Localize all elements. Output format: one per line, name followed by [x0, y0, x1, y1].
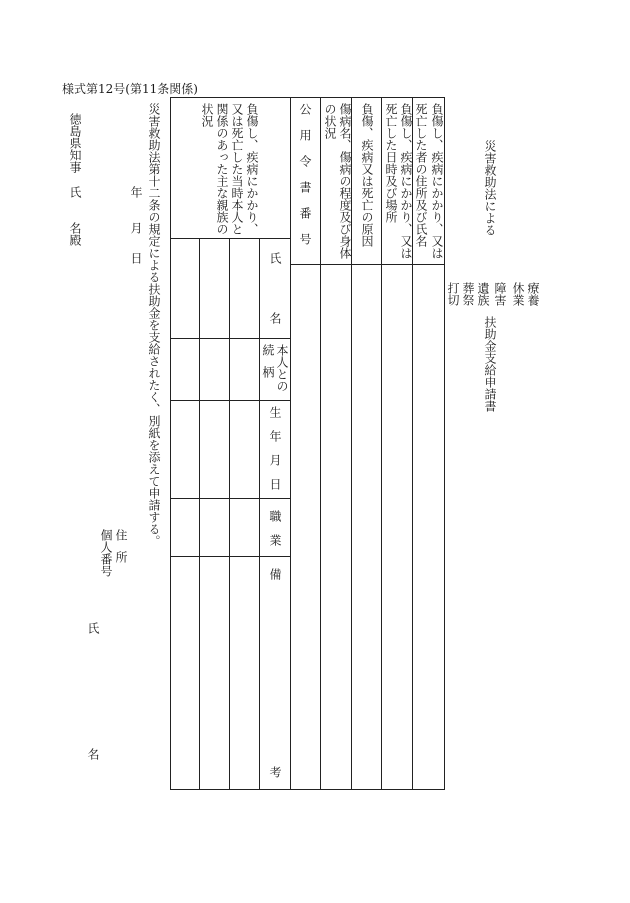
divider-row5: [290, 97, 291, 790]
divider-row2: [381, 97, 382, 790]
row1-label-line1: 負傷し、疾病にかかり、又は: [430, 103, 444, 259]
family-row-divider-2: [170, 400, 291, 401]
table-left-border: [170, 97, 171, 790]
table-top-border: [170, 97, 445, 98]
row3-label: 負傷、疾病又は死亡の原因: [360, 103, 374, 247]
title-type-izoku: 遺族: [476, 282, 490, 306]
applicant-number-label: 個人番号: [99, 529, 113, 577]
family-row-divider-3: [170, 498, 291, 499]
applicant-name-label-2: 名: [86, 748, 100, 760]
table-bottom-border: [170, 789, 445, 790]
family-header-line4: 状況: [200, 103, 214, 127]
col-name-label-2: 名: [268, 312, 282, 324]
col-note-label-2: 考: [268, 766, 282, 778]
applicant-name-label-1: 氏: [86, 622, 100, 634]
row2-label-line2: 死亡した日時及び場所: [384, 103, 398, 223]
application-statement: 災害救助法第十二条の規定による扶助金を支給されたく、別紙を添えて申請する。: [147, 103, 161, 547]
addressee-governor: 徳島県知事: [68, 113, 82, 173]
family-header-line2: 又は死亡した当時本人と: [230, 103, 244, 235]
addressee-name-1: 氏: [68, 186, 82, 198]
divider-row4: [320, 97, 321, 790]
row4-label-line1: 傷病名、傷病の程度及び身体: [338, 103, 352, 259]
title-type-kyugyo: 休業: [511, 282, 525, 306]
family-row-divider-4: [170, 556, 291, 557]
family-col-divider-3: [199, 238, 200, 790]
date-year: 年: [129, 186, 143, 198]
col-birth-label-1: 生: [268, 406, 282, 418]
col-birth-label-3: 月: [268, 454, 282, 466]
col-job-label-2: 業: [268, 534, 282, 546]
table-right-border: [444, 97, 445, 790]
title-suffix: 扶助金支給申請書: [483, 316, 497, 412]
family-row-divider-1: [170, 338, 291, 339]
family-header-separator: [170, 238, 291, 239]
row2-label-line1: 負傷し、疾病にかかり、又は: [399, 103, 413, 259]
family-header-line3: 関係のあった主な親族の: [215, 103, 229, 235]
family-col-divider-2: [229, 238, 230, 790]
title-type-uchikiri: 打切: [446, 282, 460, 306]
col-relation-label-2: 続柄: [261, 344, 275, 388]
right-label-separator: [290, 264, 445, 265]
title-type-ryoyo: 療養: [526, 282, 540, 306]
col-note-label-1: 備: [268, 568, 282, 580]
col-relation-label-1: 本人との: [275, 344, 289, 392]
title-type-shogai: 障害: [493, 282, 507, 306]
form-number: 様式第12号(第11条関係): [62, 82, 198, 96]
col-birth-label-2: 年: [268, 430, 282, 442]
col-birth-label-4: 日: [268, 478, 282, 490]
col-job-label-1: 職: [268, 510, 282, 522]
family-header-line1: 負傷し、疾病にかかり、: [245, 103, 259, 235]
date-month: 月: [129, 222, 143, 234]
title-type-sosai: 葬祭: [461, 282, 475, 306]
applicant-address-label: 住所: [114, 529, 128, 573]
row4-label-line2: の状況: [323, 103, 337, 139]
addressee-name-2: 名殿: [68, 222, 82, 246]
date-day: 日: [129, 252, 143, 264]
col-name-label-1: 氏: [268, 252, 282, 264]
row1-label-line2: 死亡した者の住所及び氏名: [414, 103, 428, 247]
row5-label: 公用令書番号: [298, 103, 312, 259]
family-col-divider-1: [259, 238, 260, 790]
title-prefix: 災害救助法による: [483, 140, 497, 236]
